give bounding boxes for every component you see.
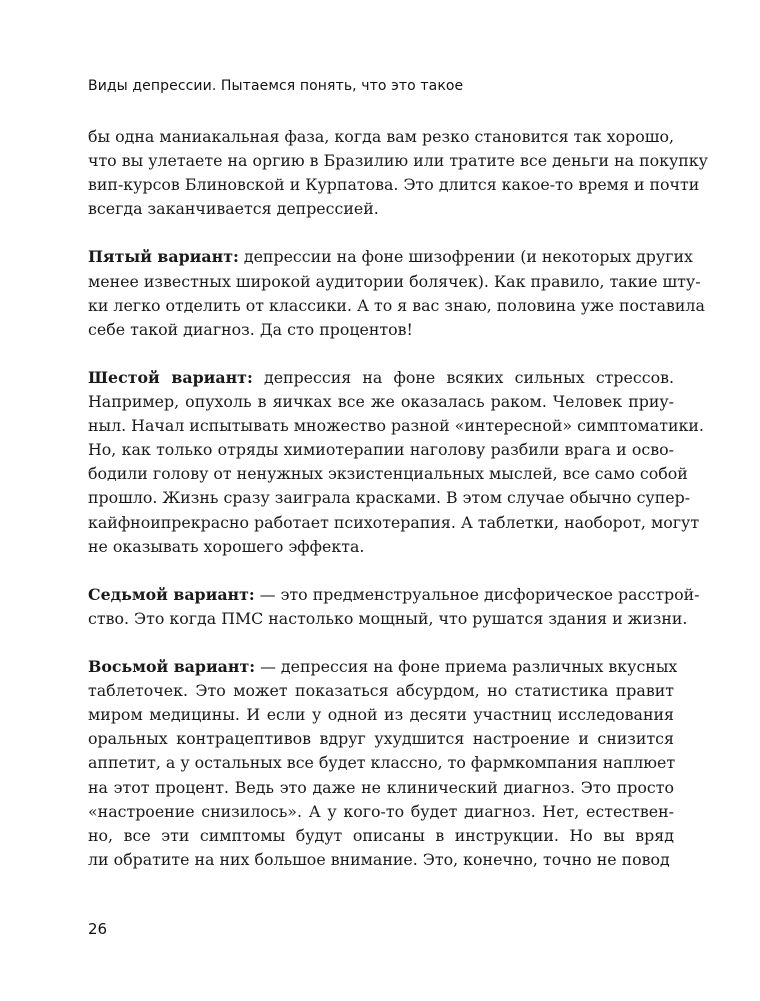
line-text: депрессии на фоне шизофрении (и некоторых других xyxy=(238,247,693,267)
line-text: ки легко отделить от классики. А то я вас знаю, половина уже поставила xyxy=(88,295,705,315)
line-text: таблеточек. Это может показаться абсурдом, но статистика правит xyxy=(88,681,674,701)
variant-heading: Седьмой вариант: xyxy=(88,584,255,604)
line-text: но, все эти симптомы будут описаны в инструкции. Но вы вряд xyxy=(88,825,674,845)
text-line xyxy=(88,535,674,559)
line-text: оральных контрацептивов вдруг ухудшится настроение и снизится xyxy=(88,729,674,749)
text-line xyxy=(88,270,701,294)
text-line xyxy=(88,800,674,824)
paragraph xyxy=(88,245,705,341)
line-text: ство. Это когда ПМС настолько мощный, что рушатся здания и жизни. xyxy=(88,608,688,628)
text-line xyxy=(88,294,705,318)
text-line xyxy=(88,173,700,197)
line-text: ли обратите на них большое внимание. Это, конечно, точно не повод xyxy=(88,849,670,869)
line-text: Например, опухоль в яичках все же оказалась раком. Человек приу- xyxy=(88,392,674,412)
line-text: «настроение снизилось». А у кого-то будет диагноз. Нет, естествен- xyxy=(88,801,674,821)
line-text: — это предменструальное дисфорическое расстрой- xyxy=(254,584,700,604)
text-line xyxy=(88,583,700,607)
line-text: бы одна маниакальная фаза, когда вам резко становится так хорошо, xyxy=(88,127,674,146)
text-line xyxy=(88,848,674,872)
text-line xyxy=(88,390,674,414)
text-line xyxy=(88,462,688,486)
paragraph xyxy=(88,366,704,559)
text-line xyxy=(88,824,674,848)
text-line xyxy=(88,486,691,510)
text-line xyxy=(88,414,704,438)
variant-heading: Пятый вариант: xyxy=(88,247,239,267)
line-text: миром медицины. И если у одной из десяти участниц исследования xyxy=(88,705,674,725)
line-text: прошло. Жизнь сразу заиграла красками. В этом случае обычно супер- xyxy=(88,488,691,508)
line-text: Но, как только отряды химиотерапии наголову разбили врага и осво- xyxy=(88,440,674,460)
line-text: вип-курсов Блиновской и Курпатова. Это длится какое-то время и почти xyxy=(88,175,700,195)
text-line xyxy=(88,197,674,221)
line-text: менее известных широкой аудитории болячек). Как правило, такие шту- xyxy=(88,271,701,291)
text-line xyxy=(88,607,688,631)
line-text: на этот процент. Ведь это даже не клинический диагноз. Это просто xyxy=(88,777,674,797)
text-line xyxy=(88,245,693,269)
line-text: всегда заканчивается депрессией. xyxy=(88,199,379,219)
line-text: — депрессия на фоне приема различных вкусных xyxy=(255,657,678,677)
text-line xyxy=(88,655,678,679)
text-line xyxy=(88,149,708,173)
text-line xyxy=(88,727,674,751)
page-number: 26 xyxy=(88,920,108,938)
text-line xyxy=(88,679,674,703)
variant-heading: Восьмой вариант: xyxy=(88,657,256,677)
paragraph xyxy=(88,125,708,221)
line-text: бодили голову от ненужных экзистенциальных мыслей, все само собой xyxy=(88,464,688,484)
text-line xyxy=(88,511,700,535)
text-line xyxy=(88,125,674,149)
variant-heading: Шестой вариант: xyxy=(88,367,253,387)
paragraph xyxy=(88,655,678,872)
text-line xyxy=(88,776,674,800)
line-text: себе такой диагноз. Да сто процентов! xyxy=(88,319,413,339)
text-line xyxy=(88,438,674,462)
text-line xyxy=(88,703,674,727)
paragraph xyxy=(88,583,700,631)
text-line xyxy=(88,366,674,390)
line-text: ныл. Начал испытывать множество разной «интересной» симптоматики. xyxy=(88,416,704,436)
line-text: кайфноипрекрасно работает психотерапия. А таблетки, наоборот, могут xyxy=(88,512,700,532)
body-text xyxy=(88,125,708,896)
line-text: не оказывать хорошего эффекта. xyxy=(88,536,365,556)
running-head: Виды депрессии. Пытаемся понять, что это такое xyxy=(88,78,464,94)
line-text: что вы улетаете на оргию в Бразилию или тратите все деньги на покупку xyxy=(88,151,708,171)
text-line xyxy=(88,751,674,775)
line-text: депрессия на фоне всяких сильных стрессов. xyxy=(252,367,674,387)
text-line xyxy=(88,318,674,342)
line-text: аппетит, а у остальных все будет классно, то фармкомпания наплюет xyxy=(88,753,676,773)
